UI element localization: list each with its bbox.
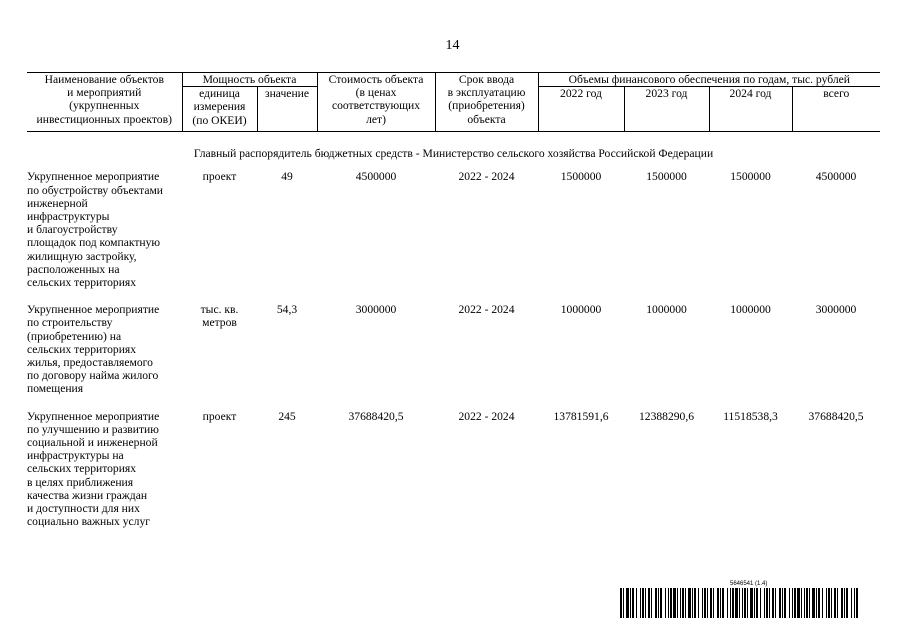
- row-total: 4500000: [815, 170, 857, 184]
- row-cost: 3000000: [355, 303, 397, 317]
- barcode-icon: [620, 588, 860, 618]
- row-unit: тыс. кв. метров: [200, 303, 239, 330]
- barcode-block: [620, 580, 880, 618]
- row-term: 2022 - 2024: [458, 170, 515, 184]
- row-2022: 13781591,6: [553, 409, 609, 423]
- row-2024: 1500000: [730, 170, 771, 184]
- row-value: 245: [278, 409, 296, 423]
- barcode-id: 5646541 (1.4): [730, 581, 768, 587]
- row-name: Укрупненное мероприятие по обустройству объектами инженерной инфраструктуры и благоустройству площадок под компактную жилищную застройку, расположенных на сельских территориях: [27, 170, 164, 290]
- row-2024: 11518538,3: [723, 409, 778, 423]
- header-funding: Объемы финансового обеспечения по годам, тыс. рублей: [538, 73, 880, 87]
- row-2023: 1000000: [646, 303, 687, 317]
- page-number: 14: [445, 38, 460, 53]
- row-2023: 1500000: [646, 170, 687, 184]
- row-2022: 1500000: [560, 170, 602, 184]
- row-name: Укрупненное мероприятие по улучшению и развитию социальной и инженерной инфраструктуры на сельских территориях в целях приближения качества жизни граждан и доступности для них социально важных услуг: [27, 409, 160, 529]
- header-capacity: Мощность объекта: [182, 73, 317, 87]
- row-cost: 4500000: [355, 170, 397, 184]
- section-row: [27, 132, 880, 171]
- header-2023: 2023 год: [624, 87, 709, 132]
- row-cost: 37688420,5: [348, 409, 404, 423]
- table-row: [27, 303, 880, 409]
- header-term: Срок ввода в эксплуатацию (приобретения) объекта: [435, 73, 538, 132]
- header-2024: 2024 год: [709, 87, 792, 132]
- row-total: 37688420,5: [808, 409, 864, 423]
- row-term: 2022 - 2024: [458, 303, 515, 317]
- row-2022: 1000000: [560, 303, 602, 317]
- header-name: Наименование объектов и мероприятий (укрупненных инвестиционных проектов): [27, 73, 182, 132]
- section-title: Главный распорядитель бюджетных средств - Министерство сельского хозяйства Российской Федерации: [193, 147, 714, 161]
- row-value: 54,3: [276, 303, 298, 317]
- row-2023: 12388290,6: [638, 409, 695, 423]
- header-2022: 2022 год: [538, 87, 624, 132]
- header-unit: единица измерения (по ОКЕИ): [182, 87, 257, 132]
- header-row: [27, 73, 880, 87]
- row-value: 49: [281, 170, 293, 184]
- row-term: 2022 - 2024: [458, 409, 515, 423]
- header-value: значение: [257, 87, 317, 132]
- row-unit: проект: [202, 170, 237, 184]
- row-2024: 1000000: [730, 303, 771, 317]
- investment-table: [27, 72, 880, 542]
- row-total: 3000000: [815, 303, 857, 317]
- table-row: [27, 170, 880, 303]
- table-row: [27, 410, 880, 543]
- header-cost: Стоимость объекта (в ценах соответствующих лет): [317, 73, 435, 132]
- row-name: Укрупненное мероприятие по строительству (приобретению) на сельских территориях жилья, предоставляемого по договору найма жилого помещения: [27, 303, 160, 396]
- header-total: всего: [792, 87, 880, 132]
- row-unit: проект: [202, 409, 237, 423]
